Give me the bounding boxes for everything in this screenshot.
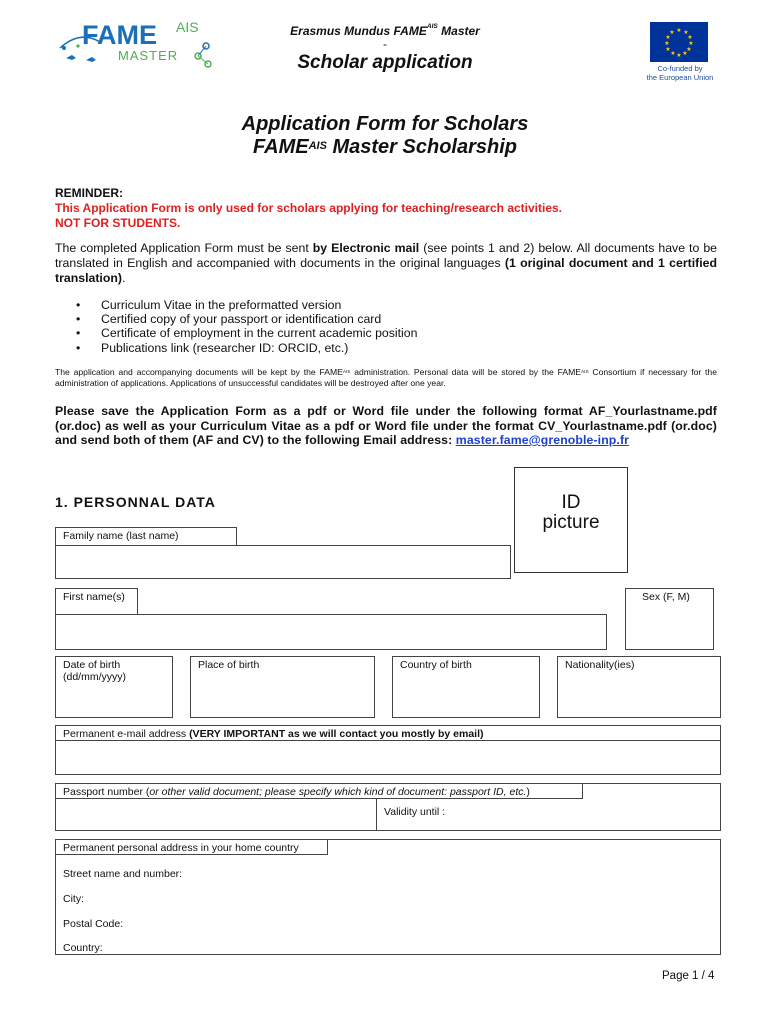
contact-email-link[interactable]: master.fame@grenoble-inp.fr: [455, 433, 630, 447]
email-field[interactable]: [55, 725, 721, 775]
svg-text:★: ★: [665, 46, 671, 53]
reminder-line-1: This Application Form is only used for scholars applying for teaching/research activities.: [55, 201, 563, 215]
list-item: • Publications link (researcher ID: ORCID, etc.): [76, 341, 676, 355]
logo-sup-text: AIS: [176, 19, 199, 35]
family-name-field[interactable]: [55, 545, 511, 579]
svg-text:★: ★: [665, 34, 671, 41]
save-instructions: Please save the Application Form as a pdf or Word file under the following format AF_Yourlastname.pdf (or.doc) as well as your Curriculum Vitae as a pdf or Word file under the format CV_Yourlastname.pdf (or.doc) and send both of them (AF and CV) to the following Email address: master.fame@grenoble-inp.fr: [55, 404, 717, 447]
list-item: • Curriculum Vitae in the preformatted version: [76, 298, 676, 312]
reminder-line-2: NOT FOR STUDENTS.: [55, 216, 181, 230]
country-of-birth-field[interactable]: Country of birth: [392, 656, 540, 718]
country-label: Country:: [63, 942, 103, 954]
reminder-label: REMINDER:: [55, 186, 123, 200]
email-label: Permanent e-mail address (VERY IMPORTANT as we will contact you mostly by email): [56, 726, 720, 741]
eu-flag-icon: [650, 22, 708, 62]
svg-text:★: ★: [669, 29, 675, 36]
nationality-field[interactable]: Nationality(ies): [557, 656, 721, 718]
privacy-note: The application and accompanying documents will be kept by the $FAME^{AIS}$ administration. Personal data will be stored by the $FAME^{AIS}$ Consortium if necessary for the administration of applications. Applications of unsuccessful candidates will be destroyed after one year.: [55, 367, 717, 388]
svg-text:★: ★: [683, 29, 689, 36]
passport-field[interactable]: [55, 783, 721, 831]
list-item: • Certificate of employment in the current academic position: [76, 326, 676, 340]
svg-text:★: ★: [676, 52, 682, 59]
page-title: Application Form for Scholars $FAME^{AIS}$ Master Scholarship: [241, 113, 529, 158]
postal-code-label: Postal Code:: [63, 918, 124, 930]
address-field[interactable]: [55, 839, 721, 955]
logo-sub-text: MASTER: [118, 48, 179, 63]
first-name-field[interactable]: [55, 614, 607, 650]
list-item: • Certified copy of your passport or identification card: [76, 312, 676, 326]
svg-text:★: ★: [676, 27, 682, 34]
place-of-birth-field[interactable]: Place of birth: [190, 656, 375, 718]
svg-text:★: ★: [686, 46, 692, 53]
family-name-label: Family name (last name): [55, 527, 237, 546]
svg-text:★: ★: [664, 40, 670, 47]
address-label: Permanent personal address in your home country: [56, 840, 328, 855]
city-label: City:: [63, 893, 84, 905]
svg-text:★: ★: [682, 50, 688, 57]
first-name-label: First name(s): [55, 588, 138, 615]
page-number: Page 1 / 4: [662, 970, 715, 982]
passport-label: Passport number (or other valid document; please specify which kind of document: passport ID, etc.): [56, 784, 583, 799]
intro-paragraph: The completed Application Form must be sent by Electronic mail (see points 1 and 2) below. All documents have to be translated in English and accompanied with documents in the original languages (1 original document and 1 certified translation).: [55, 241, 718, 285]
sex-label: Sex (F, M): [642, 591, 690, 603]
required-documents-list: [76, 298, 676, 355]
validity-label: Validity until :: [384, 806, 446, 818]
svg-text:★: ★: [687, 34, 693, 41]
svg-text:★: ★: [670, 50, 676, 57]
street-label: Street name and number:: [63, 868, 183, 880]
id-picture-box[interactable]: ID picture: [514, 467, 628, 573]
sex-field[interactable]: [625, 588, 714, 650]
section-title-personal-data: 1. PERSONNAL DATA: [55, 494, 216, 510]
header-programme: Erasmus Mundus $FAME^{AIS}$ Master: [290, 23, 480, 38]
svg-text:★: ★: [688, 40, 694, 47]
date-of-birth-field[interactable]: Date of birth (dd/mm/yyyy): [55, 656, 173, 718]
logo-main-text: FAME: [82, 20, 158, 50]
reminder-block: [55, 186, 735, 231]
header-dash: -: [383, 37, 387, 51]
header-subtitle: Scholar application: [297, 52, 473, 73]
fame-logo: [58, 18, 238, 74]
eu-caption: Co-funded by the European Union: [646, 64, 714, 82]
